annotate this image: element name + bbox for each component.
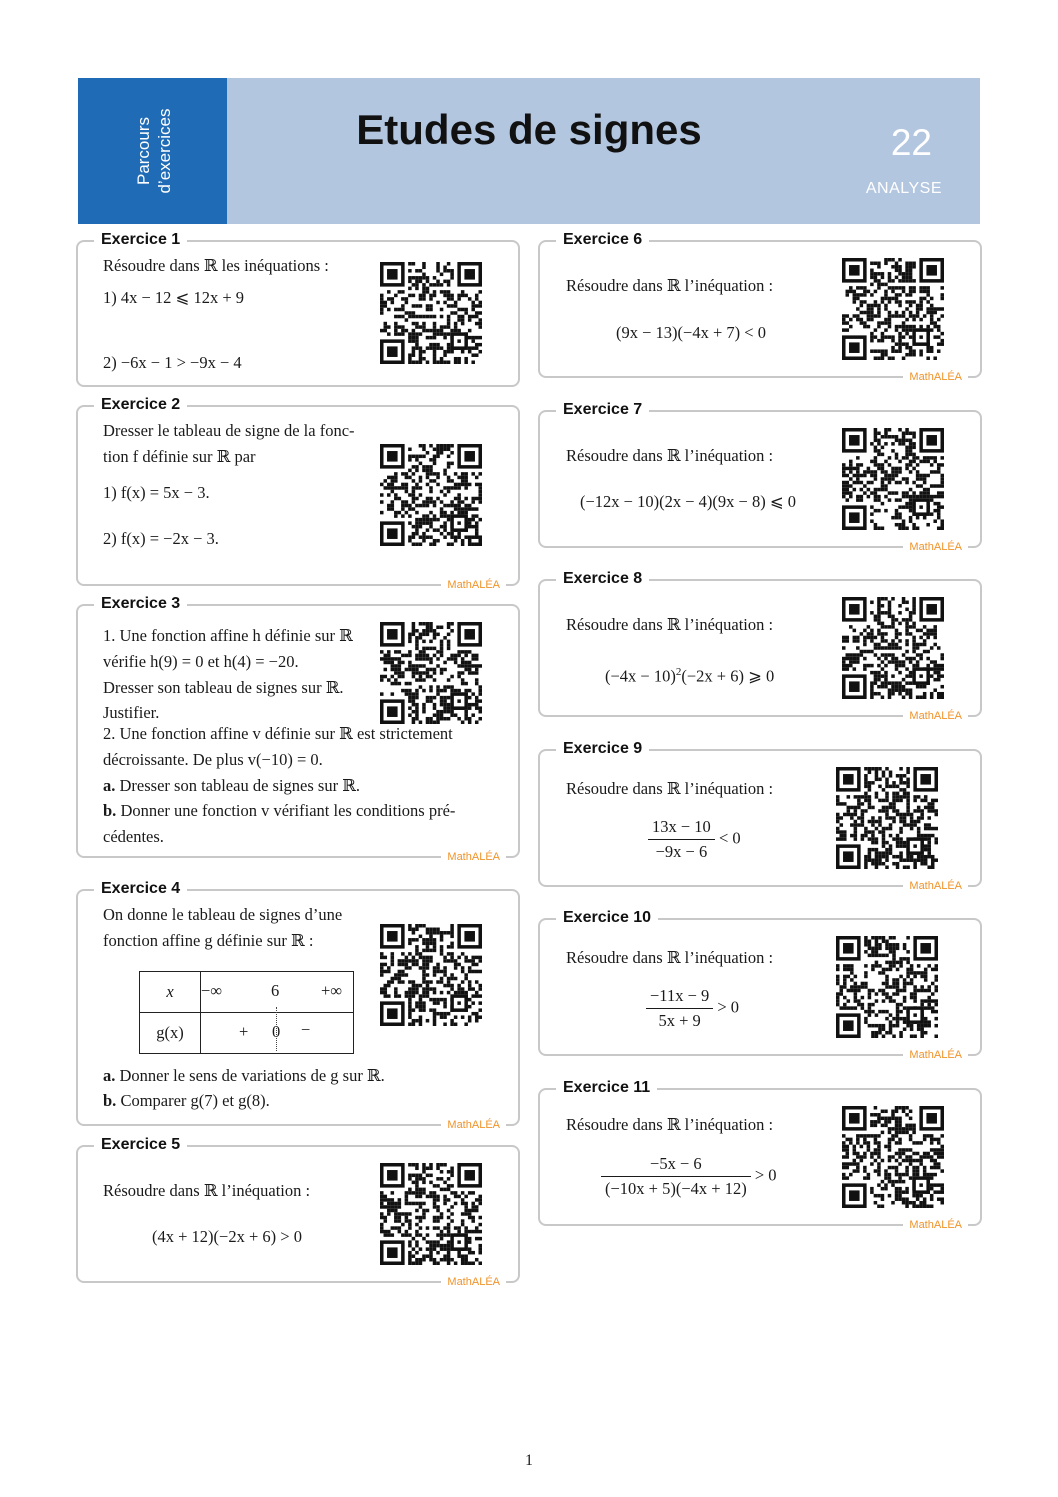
qr-code-icon[interactable] bbox=[842, 1106, 944, 1208]
exercise-5-title: Exercice 5 bbox=[94, 1135, 187, 1155]
exercise-3-line-5: 2. Une fonction affine v définie sur ℝ est strictement bbox=[103, 724, 453, 743]
exercise-8-intro: Résoudre dans ℝ l’inéquation : bbox=[566, 615, 774, 634]
exercise-3-line-2: vérifie h(9) = 0 et h(4) = −20. bbox=[103, 652, 299, 671]
part-b-text: Donner une fonction v vérifiant les conditions pré- bbox=[116, 801, 456, 820]
part-b-label: b. bbox=[103, 1091, 117, 1110]
fraction-denominator: (−10x + 5)(−4x + 12) bbox=[605, 1179, 747, 1198]
sign-table-row-x bbox=[140, 972, 354, 1013]
exercise-9-expression bbox=[648, 817, 741, 862]
qr-code-icon[interactable] bbox=[842, 258, 944, 360]
qr-code-icon[interactable] bbox=[842, 597, 944, 699]
part-a-text: Donner le sens de variations de g sur ℝ. bbox=[115, 1066, 385, 1085]
sign-table-g-label: g(x) bbox=[156, 1023, 184, 1042]
exercise-8-expression bbox=[605, 662, 774, 687]
exercise-10-intro: Résoudre dans ℝ l’inéquation : bbox=[566, 948, 774, 967]
exercise-4-line-1: On donne le tableau de signes d’une bbox=[103, 905, 343, 924]
exercise-9-intro: Résoudre dans ℝ l’inéquation : bbox=[566, 779, 774, 798]
fraction bbox=[601, 1154, 751, 1199]
expression-base: (−4x − 10) bbox=[605, 666, 676, 686]
exercise-4-part-a bbox=[103, 1066, 385, 1086]
exercise-11-box bbox=[538, 1079, 982, 1231]
exercise-8-title: Exercice 8 bbox=[556, 569, 649, 589]
brand-label: MathALÉA bbox=[903, 370, 968, 385]
expression-rest: (−2x + 6) ⩾ 0 bbox=[681, 666, 775, 686]
part-b-text: Comparer g(7) et g(8). bbox=[116, 1091, 270, 1110]
exercise-7-title: Exercice 7 bbox=[556, 400, 649, 420]
exercise-7-intro: Résoudre dans ℝ l’inéquation : bbox=[566, 446, 774, 465]
exercise-3-title: Exercice 3 bbox=[94, 594, 187, 614]
exercise-3-box bbox=[76, 595, 520, 863]
sign-table bbox=[139, 971, 354, 1054]
exercise-5-box bbox=[76, 1136, 520, 1288]
brand-label: MathALÉA bbox=[441, 1118, 506, 1133]
sign-table-root: 6 bbox=[271, 981, 280, 1000]
exercise-2-line-2: tion f définie sur ℝ par bbox=[103, 447, 256, 466]
exercise-6-intro: Résoudre dans ℝ l’inéquation : bbox=[566, 276, 774, 295]
exercise-9-box bbox=[538, 740, 982, 892]
exercise-11-expression bbox=[601, 1154, 777, 1199]
fraction-denominator: 5x + 9 bbox=[658, 1011, 701, 1030]
inequality-relation: > 0 bbox=[713, 997, 740, 1017]
inequality-relation: > 0 bbox=[750, 1165, 777, 1185]
header-side-line2: d’exercices bbox=[155, 108, 174, 194]
part-a-label: a. bbox=[103, 776, 116, 795]
sign-table-negative-sign: − bbox=[301, 1020, 311, 1039]
exercise-2-question-1: 1) f(x) = 5x − 3. bbox=[103, 483, 210, 502]
qr-code-icon[interactable] bbox=[380, 444, 482, 546]
exercise-7-box bbox=[538, 401, 982, 553]
exercise-7-expression: (−12x − 10)(2x − 4)(9x − 8) ⩽ 0 bbox=[580, 492, 797, 511]
exercise-2-line-1: Dresser le tableau de signe de la fonc- bbox=[103, 421, 355, 440]
exercise-3-part-a bbox=[103, 776, 360, 796]
part-b-label: b. bbox=[103, 801, 117, 820]
sheet-category: ANALYSE bbox=[865, 180, 942, 197]
exercise-6-expression: (9x − 13)(−4x + 7) < 0 bbox=[616, 323, 766, 342]
exercise-10-box bbox=[538, 909, 982, 1061]
exercise-5-intro: Résoudre dans ℝ l’inéquation : bbox=[103, 1181, 311, 1200]
sign-table-minus-infinity: −∞ bbox=[201, 981, 223, 1000]
fraction-numerator: −11x − 9 bbox=[646, 986, 713, 1009]
exercise-1-question-2: 2) −6x − 1 > −9x − 4 bbox=[103, 353, 242, 372]
exercise-4-line-2: fonction affine g définie sur ℝ : bbox=[103, 931, 314, 950]
page-number: 1 bbox=[525, 1452, 533, 1469]
qr-code-icon[interactable] bbox=[836, 936, 938, 1038]
exercise-2-question-2: 2) f(x) = −2x − 3. bbox=[103, 529, 219, 548]
fraction bbox=[648, 817, 715, 862]
qr-code-icon[interactable] bbox=[380, 622, 482, 724]
brand-label: MathALÉA bbox=[903, 1218, 968, 1233]
exercise-5-expression: (4x + 12)(−2x + 6) > 0 bbox=[152, 1227, 302, 1246]
sign-table-positive-sign: + bbox=[239, 1022, 249, 1041]
exercise-2-box bbox=[76, 396, 520, 591]
exercise-4-box bbox=[76, 880, 520, 1131]
exercise-11-intro: Résoudre dans ℝ l’inéquation : bbox=[566, 1115, 774, 1134]
fraction-denominator: −9x − 6 bbox=[655, 842, 708, 861]
sign-table-row-g bbox=[140, 1013, 354, 1054]
inequality-relation: < 0 bbox=[714, 828, 741, 848]
exercise-2-title: Exercice 2 bbox=[94, 395, 187, 415]
exercise-10-title: Exercice 10 bbox=[556, 908, 658, 928]
fraction bbox=[646, 986, 713, 1031]
exercise-1-box bbox=[76, 231, 520, 387]
sign-table-x-label: x bbox=[166, 982, 174, 1001]
qr-code-icon[interactable] bbox=[836, 767, 938, 869]
part-a-text: Dresser son tableau de signes sur ℝ. bbox=[115, 776, 361, 795]
exercise-4-title: Exercice 4 bbox=[94, 879, 187, 899]
sign-table-zero-line bbox=[276, 1007, 277, 1051]
exercise-4-part-b bbox=[103, 1091, 270, 1111]
brand-label: MathALÉA bbox=[903, 879, 968, 894]
brand-label: MathALÉA bbox=[903, 709, 968, 724]
fraction-numerator: −5x − 6 bbox=[601, 1154, 751, 1177]
sign-table-zero: 0 bbox=[272, 1022, 281, 1041]
qr-code-icon[interactable] bbox=[380, 262, 482, 364]
qr-code-icon[interactable] bbox=[380, 1163, 482, 1265]
exercise-3-line-1: 1. Une fonction affine h définie sur ℝ bbox=[103, 626, 353, 645]
header-side-line1: Parcours bbox=[134, 116, 153, 186]
brand-label: MathALÉA bbox=[441, 850, 506, 865]
exercise-1-title: Exercice 1 bbox=[94, 230, 187, 250]
exercise-11-title: Exercice 11 bbox=[556, 1078, 657, 1098]
exercise-1-intro: Résoudre dans ℝ les inéquations : bbox=[103, 256, 329, 275]
exercise-3-part-b bbox=[103, 801, 455, 821]
exercise-3-line-6: décroissante. De plus v(−10) = 0. bbox=[103, 750, 323, 769]
exercise-3-line-3: Dresser son tableau de signes sur ℝ. bbox=[103, 678, 344, 697]
brand-label: MathALÉA bbox=[903, 1048, 968, 1063]
qr-code-icon[interactable] bbox=[842, 428, 944, 530]
brand-label: MathALÉA bbox=[441, 1275, 506, 1290]
exercise-10-expression bbox=[646, 986, 739, 1031]
header-side-panel bbox=[78, 78, 227, 224]
exercise-1-question-1: 1) 4x − 12 ⩽ 12x + 9 bbox=[103, 288, 245, 307]
sheet-number: 22 bbox=[890, 122, 932, 163]
fraction-numerator: 13x − 10 bbox=[648, 817, 715, 840]
qr-code-icon[interactable] bbox=[380, 924, 482, 1026]
brand-label: MathALÉA bbox=[903, 540, 968, 555]
exercise-3-line-9: cédentes. bbox=[103, 827, 164, 846]
exercise-3-line-4: Justifier. bbox=[103, 703, 160, 722]
header-side-label bbox=[133, 108, 175, 193]
header-banner bbox=[78, 78, 980, 224]
brand-label: MathALÉA bbox=[441, 578, 506, 593]
sign-table-plus-infinity: +∞ bbox=[321, 981, 343, 1000]
exercise-6-title: Exercice 6 bbox=[556, 230, 649, 250]
page-title: Etudes de signes bbox=[356, 106, 702, 153]
exercise-8-box bbox=[538, 570, 982, 722]
exercise-9-title: Exercice 9 bbox=[556, 739, 649, 759]
expression-exponent: 2 bbox=[675, 666, 682, 678]
part-a-label: a. bbox=[103, 1066, 116, 1085]
exercise-6-box bbox=[538, 231, 982, 383]
